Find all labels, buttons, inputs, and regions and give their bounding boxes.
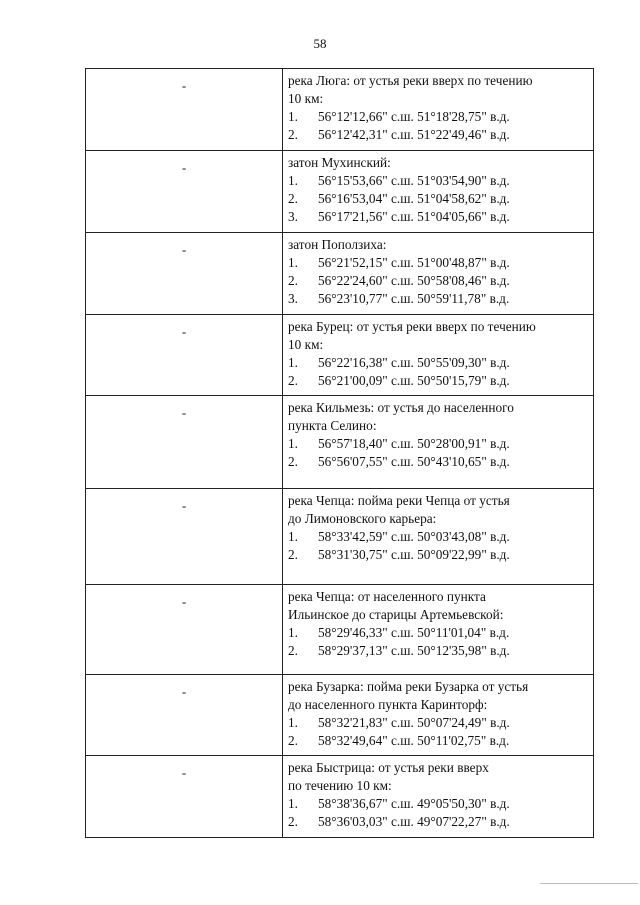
table-row — [86, 315, 594, 396]
point-number: 1. — [288, 715, 298, 730]
water-body-cell — [283, 756, 594, 838]
table-row — [86, 489, 594, 585]
water-body-title-line: Ильинское до старицы Артемьевской: — [288, 607, 504, 622]
water-body-cell — [283, 396, 594, 489]
point-coordinates: 56°16'53,04" с.ш. 51°04'58,62" в.д. — [318, 191, 510, 206]
table-row — [86, 585, 594, 675]
point-coordinates: 58°31'30,75" с.ш. 50°09'22,99" в.д. — [318, 547, 510, 562]
coordinate-point — [288, 208, 589, 226]
coordinate-point — [288, 108, 589, 126]
point-number: 1. — [288, 625, 298, 640]
point-coordinates: 56°12'42,31" с.ш. 51°22'49,46" в.д. — [318, 127, 510, 142]
point-coordinates: 58°33'42,59" с.ш. 50°03'43,08" в.д. — [318, 529, 510, 544]
water-body-title-line: река Чепца: пойма реки Чепца от устья — [288, 493, 510, 508]
point-number: 1. — [288, 796, 298, 811]
point-coordinates: 58°38'36,67" с.ш. 49°05'50,30" в.д. — [318, 796, 510, 811]
point-coordinates: 56°21'52,15" с.ш. 51°00'48,87" в.д. — [318, 255, 510, 270]
coordinate-point — [288, 624, 589, 642]
water-body-cell — [283, 315, 594, 396]
point-coordinates: 56°57'18,40" с.ш. 50°28'00,91" в.д. — [318, 436, 510, 451]
water-body-title-line: река Кильмезь: от устья до населенного — [288, 400, 514, 415]
point-number: 1. — [288, 355, 298, 370]
coordinate-point — [288, 813, 589, 831]
dash-cell: - — [86, 675, 283, 756]
point-number: 1. — [288, 255, 298, 270]
table-row — [86, 233, 594, 315]
point-number: 2. — [288, 547, 298, 562]
water-body-title-line: затон Мухинский: — [288, 155, 391, 170]
point-number: 2. — [288, 733, 298, 748]
point-coordinates: 56°15'53,66" с.ш. 51°03'54,90" в.д. — [318, 173, 510, 188]
coordinate-point — [288, 795, 589, 813]
coordinate-point — [288, 546, 589, 564]
point-number: 3. — [288, 291, 298, 306]
point-number: 3. — [288, 209, 298, 224]
dash-cell: - — [86, 489, 283, 585]
point-number: 2. — [288, 643, 298, 658]
table-row — [86, 396, 594, 489]
page-edge-line — [540, 883, 638, 884]
point-number: 1. — [288, 436, 298, 451]
page-number: 58 — [313, 36, 327, 51]
point-number: 2. — [288, 373, 298, 388]
point-coordinates: 58°32'21,83" с.ш. 50°07'24,49" в.д. — [318, 715, 510, 730]
table-row — [86, 69, 594, 151]
water-body-title-line: до населенного пункта Каринторф: — [288, 697, 488, 712]
water-body-cell — [283, 151, 594, 233]
point-coordinates: 56°12'12,66" с.ш. 51°18'28,75" в.д. — [318, 109, 510, 124]
point-coordinates: 58°32'49,64" с.ш. 50°11'02,75" в.д. — [318, 733, 510, 748]
coordinate-point — [288, 435, 589, 453]
water-body-title-line: 10 км: — [288, 337, 324, 352]
point-coordinates: 56°17'21,56" с.ш. 51°04'05,66" в.д. — [318, 209, 510, 224]
coordinate-point — [288, 272, 589, 290]
point-coordinates: 56°23'10,77" с.ш. 50°59'11,78" в.д. — [318, 291, 510, 306]
water-body-cell — [283, 585, 594, 675]
point-number: 2. — [288, 814, 298, 829]
water-body-title-line: река Бузарка: пойма реки Бузарка от устья — [288, 679, 529, 694]
water-body-title-line: река Люга: от устья реки вверх по течению — [288, 73, 533, 88]
table-row — [86, 756, 594, 838]
water-body-cell — [283, 675, 594, 756]
water-body-title-line: 10 км: — [288, 91, 324, 106]
coordinate-point — [288, 453, 589, 471]
water-body-cell — [283, 233, 594, 315]
point-coordinates: 58°29'46,33" с.ш. 50°11'01,04" в.д. — [318, 625, 510, 640]
dash-cell: - — [86, 315, 283, 396]
point-number: 2. — [288, 454, 298, 469]
coordinate-point — [288, 714, 589, 732]
water-body-title-line: до Лимоновского карьера: — [288, 511, 437, 526]
coordinate-point — [288, 354, 589, 372]
dash-cell: - — [86, 585, 283, 675]
coordinate-point — [288, 732, 589, 750]
coordinate-point — [288, 642, 589, 660]
coordinate-point — [288, 528, 589, 546]
water-body-title-line: затон Поползиха: — [288, 237, 387, 252]
point-number: 1. — [288, 173, 298, 188]
protection-zones-table — [85, 68, 594, 838]
dash-cell: - — [86, 756, 283, 838]
dash-cell: - — [86, 151, 283, 233]
table-row — [86, 151, 594, 233]
point-number: 1. — [288, 109, 298, 124]
point-coordinates: 58°36'03,03" с.ш. 49°07'22,27" в.д. — [318, 814, 510, 829]
table-body — [86, 69, 594, 838]
dash-cell: - — [86, 396, 283, 489]
coordinate-point — [288, 254, 589, 272]
coordinate-point — [288, 190, 589, 208]
point-number: 1. — [288, 529, 298, 544]
point-coordinates: 56°56'07,55" с.ш. 50°43'10,65" в.д. — [318, 454, 510, 469]
coordinate-point — [288, 372, 589, 390]
water-body-title-line: река Чепца: от населенного пункта — [288, 589, 486, 604]
table-row — [86, 675, 594, 756]
water-body-cell — [283, 489, 594, 585]
water-body-cell — [283, 69, 594, 151]
point-coordinates: 56°21'00,09" с.ш. 50°50'15,79" в.д. — [318, 373, 510, 388]
dash-cell: - — [86, 233, 283, 315]
coordinate-point — [288, 172, 589, 190]
water-body-title-line: река Быстрица: от устья реки вверх — [288, 760, 489, 775]
water-body-title-line: по течению 10 км: — [288, 778, 392, 793]
coordinate-point — [288, 126, 589, 144]
water-body-title-line: пункта Селино: — [288, 418, 377, 433]
coordinate-point — [288, 290, 589, 308]
dash-cell: - — [86, 69, 283, 151]
point-number: 2. — [288, 273, 298, 288]
point-coordinates: 56°22'16,38" с.ш. 50°55'09,30" в.д. — [318, 355, 510, 370]
point-coordinates: 56°22'24,60" с.ш. 50°58'08,46" в.д. — [318, 273, 510, 288]
point-number: 2. — [288, 127, 298, 142]
point-coordinates: 58°29'37,13" с.ш. 50°12'35,98" в.д. — [318, 643, 510, 658]
point-number: 2. — [288, 191, 298, 206]
water-body-title-line: река Бурец: от устья реки вверх по течению — [288, 319, 536, 334]
